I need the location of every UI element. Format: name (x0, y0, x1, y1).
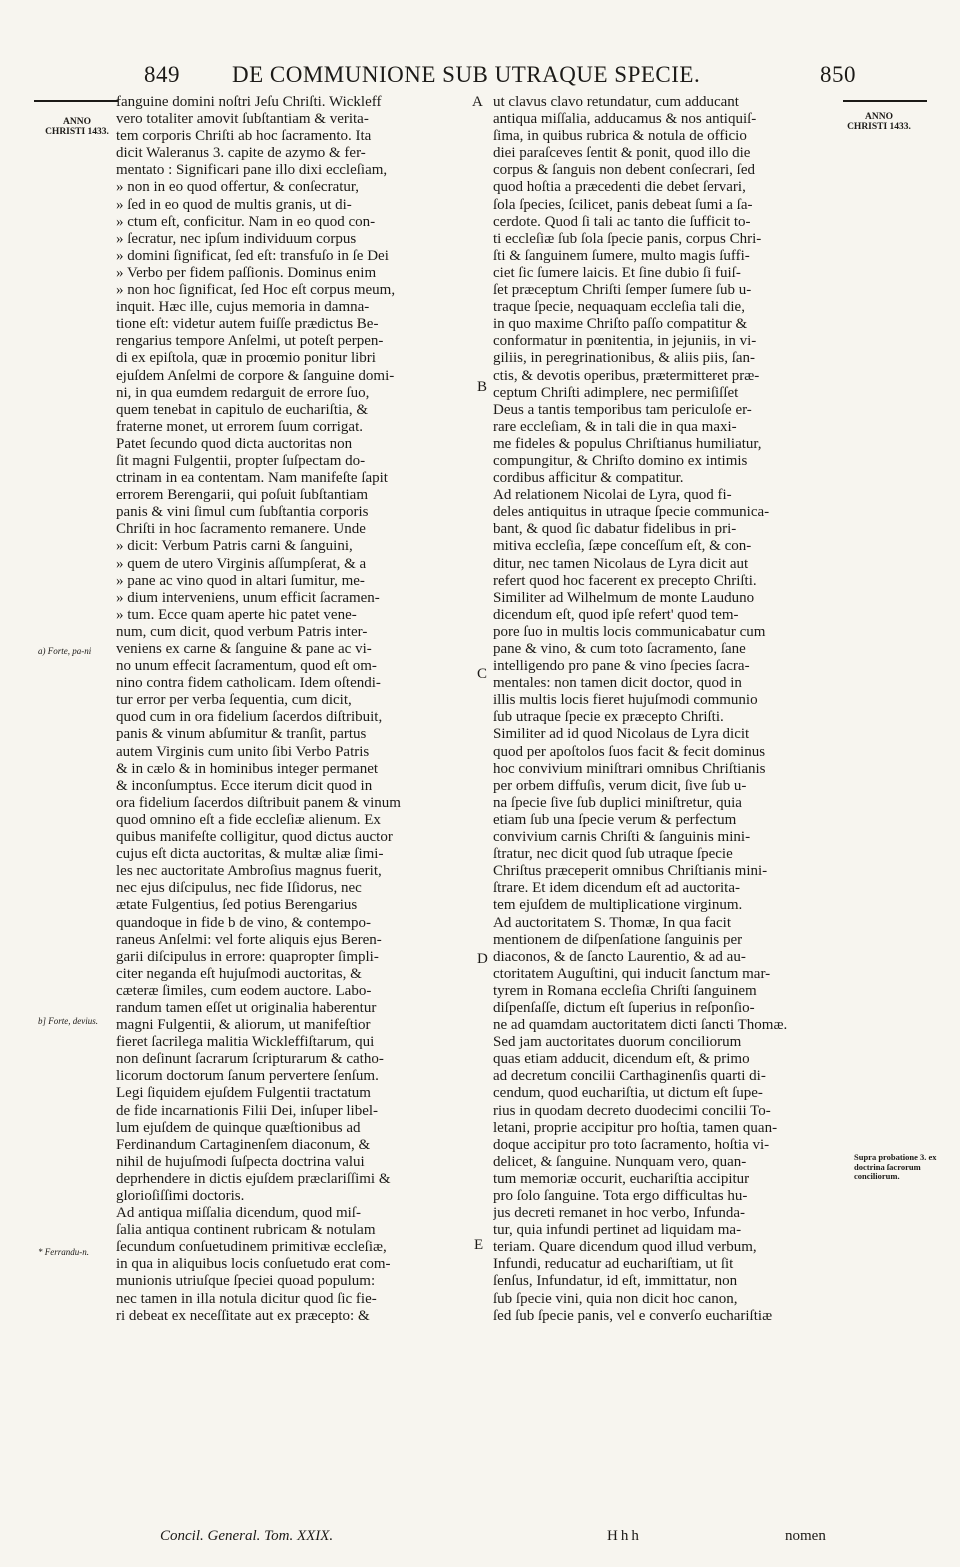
text-line: ſalia antiqua continent rubricam & notulam (116, 1222, 376, 1239)
anno-christi-left: ANNO CHRISTI 1433. (45, 117, 109, 137)
text-line: ciet ſic ſumere laicis. Et ſine dubio ſi fuiſ- (493, 264, 741, 281)
text-line: quem tenebat in capitulo de euchariſtia, & (116, 401, 368, 418)
text-line: Ad auctoritatem S. Thomæ, In qua facit (493, 914, 732, 931)
text-line: cæteræ ſimiles, cum eodem auctore. Labo- (116, 982, 372, 999)
text-line: refert quod hoc facerent ex precepto Chriſti. (493, 572, 757, 589)
text-line: ti eccleſiæ ſub ſola ſpecie panis, corpus Chri- (493, 230, 762, 247)
text-line: & in cælo & in hominibus integer permanet (116, 760, 379, 777)
text-line: ctoritatem Auguſtini, qui inducit ſanctum mar- (493, 965, 771, 982)
text-line: ri debeat ex neceſſitate aut ex præcepto: & (116, 1307, 370, 1324)
text-line: ad decretum concilii Carthaginenſis quarti di- (493, 1068, 766, 1085)
text-line: rius in quodam decreto duodecimi concilii To- (493, 1102, 771, 1119)
text-line: num, cum dicit, quod verbum Patris inter- (116, 623, 368, 640)
text-line: deprhendere in dictis ejuſdem præclariſſimi & (116, 1170, 391, 1187)
text-line: » domini ſignificat, ſed eſt: transfuſo in ſe Dei (116, 247, 389, 264)
text-line: fieret ſacrilega malitia Wickleffiſtarum, qui (116, 1034, 375, 1051)
text-line: cordibus afficitur & compatitur. (493, 470, 684, 487)
text-line: ceptum Chriſti adimplere, nec permiſiſſet (493, 384, 739, 401)
text-line: vero totaliter amovit ſubſtantiam & verita- (116, 111, 369, 128)
text-line: Sed jam auctoritates duorum conciliorum (493, 1034, 742, 1051)
text-line: ſub ſpecie vini, quia non dicit hoc canon, (493, 1290, 738, 1307)
text-line: delicet, & ſanguine. Nunquam vero, quan- (493, 1153, 747, 1170)
anno-christi-right: ANNO CHRISTI 1433. (847, 112, 911, 132)
text-line: autem Virginis cum unito ſibi Verbo Patris (116, 743, 370, 760)
text-line: ſecundum conſuetudinem primitivæ eccleſiæ, (116, 1239, 387, 1256)
text-line: compungitur, & Chriſto domino ex intimis (493, 452, 748, 469)
text-line: diſpenſaſſe, dictum eſt ſuperius in reſponſio- (493, 999, 755, 1016)
text-line: mitiva eccleſia, ſæpe conceſſum eſt, & con- (493, 538, 752, 555)
text-line: Chriſti in hoc ſacramento remanere. Unde (116, 521, 366, 538)
text-line: nec ejus diſcipulus, nec fide Iſidorus, nec (116, 880, 362, 897)
text-line: ſit magni Fulgentii, propter ſuſpectam do- (116, 452, 366, 469)
right-column-text (493, 94, 845, 1325)
text-line: pro ſolo ſanguine. Tota ergo difficultas hu- (493, 1188, 748, 1204)
text-line: in qua in aliquibus locis conſuetudo erat com- (116, 1256, 391, 1273)
text-line: quod per apoſtolos ſuos facit & fecit dominus (493, 743, 766, 760)
margin-note-a: a) Forte, pa-ni (38, 646, 92, 656)
text-line: inquit. Hæc ille, cujus memoria in damna- (116, 299, 370, 316)
text-line: quod omnino eſt a fide eccleſiæ alienum. Ex (116, 811, 381, 828)
text-line: tione eſt: videtur autem fuiſſe prædictus Be- (116, 316, 379, 333)
text-line: » dium interveniens, unum efficit ſacramen- (116, 589, 380, 606)
text-line: » ctum eſt, conficitur. Nam in eo quod con- (116, 213, 376, 230)
text-line: ſola ſpecies, ſcilicet, panis debeat ſumi a ſa- (493, 196, 753, 213)
page-number-right: 850 (820, 62, 856, 87)
text-line: garii diſcipulus in errore: quapropter ſimpli- (116, 948, 379, 965)
text-line: & inconſumptus. Ecce iterum dicit quod in (116, 777, 373, 794)
text-line: cerdote. Quod ſi tali ac tanto die ſufficit to- (493, 213, 751, 230)
text-line: munionis utriuſque ſpeciei quoad populum: (116, 1273, 376, 1290)
text-line: dicit Waleranus 3. capite de azymo & fer- (116, 145, 366, 162)
text-line: pane & vino, & cum toto ſacramento, ſane (493, 641, 746, 657)
text-line: Ferdinandum Cartaginenſem diaconum, & (116, 1136, 371, 1153)
signature-mark: Hhh (607, 1528, 642, 1544)
text-line: tem corporis Chriſti ab hoc ſacramento. Ita (116, 128, 372, 145)
text-line: ſtrare. Et idem dicendum eſt ad auctorita- (493, 880, 740, 897)
section-letter-d: D (477, 951, 488, 967)
text-line: ſima, in quibus rubrica & notula de officio (493, 128, 747, 145)
text-line: diei paraſceves ſentit & ponit, quod illo die (493, 145, 751, 162)
text-line: lum ejuſdem de quinque quæſtionibus ad (116, 1119, 361, 1136)
text-line: ne ad quamdam auctoritatem dicti ſancti Thomæ. (493, 1017, 788, 1034)
header-rule-left (34, 100, 118, 102)
text-line: intelligendo pro pane & vino ſpecies ſacra- (493, 658, 750, 675)
section-letter-b: B (477, 379, 488, 395)
catchword: nomen (785, 1528, 826, 1544)
text-line: citer neganda eſt hujuſmodi auctoritas, & (116, 965, 362, 982)
page-number-left: 849 (144, 62, 180, 87)
text-line: tyrem in Romana eccleſia Chriſti ſanguinem (493, 982, 757, 999)
text-line: ctis, & devotis operibus, prætermitteret præ- (493, 367, 760, 384)
text-line: conformatur in pœnitentia, in jejuniis, in vi- (493, 333, 757, 350)
page-header (140, 62, 860, 92)
text-line: Legi ſiquidem ejuſdem Fulgentii tractatum (116, 1085, 371, 1102)
text-line: ſub utraque ſpecie ex præcepto Chriſti. (493, 709, 724, 726)
text-line: in quo maxime Chriſto paſſo compatitur & (493, 316, 748, 333)
left-column-text (116, 94, 484, 1325)
text-line: mentales: non tamen dicit doctor, quod in (493, 675, 742, 692)
text-line: mentato : Significari pane illo dixi eccleſiam, (116, 162, 388, 179)
text-line: » non hoc ſignificat, ſed Hoc eſt corpus meum, (116, 282, 396, 299)
text-line: tur error per verba ſequentia, cum dicit, (116, 692, 352, 709)
text-line: giliis, in peregrinationibus, & aliis piis, ſan- (493, 350, 756, 367)
text-line: ſti & ſanguinem ſumere, multo magis ſuffi- (493, 247, 750, 264)
text-line: les nec auctoritate Ambroſius magnus fuerit, (116, 863, 382, 880)
text-line: corpus & ſanguis non debent conſecrari, ſed (493, 162, 756, 179)
text-line: Infundi, reducatur ad euchariſtiam, ut ſit (493, 1256, 734, 1273)
text-line: nihil de hujuſmodi ſuſpecta doctrina valui (116, 1153, 365, 1170)
text-line: fanguine domini noſtri Jeſu Chriſti. Wickleff (116, 94, 382, 110)
text-line: teriam. Quare dicendum quod illud verbum, (493, 1239, 757, 1256)
text-line: me fideles & populus Chriſtianus humiliatur, (493, 435, 762, 452)
text-line: » ſecratur, nec ipſum individuum corpus (116, 230, 357, 247)
text-line: tum memoriæ occurit, euchariſtia accipitur (493, 1170, 750, 1187)
text-line: tur, quia infundi pertinet ad liquidam ma- (493, 1222, 742, 1239)
text-line: veniens ex carne & ſanguine & pane ac vi- (116, 641, 372, 657)
text-line: Deus a tantis temporibus tam periculoſe er- (493, 401, 752, 418)
text-line: cujus eſt dicta auctoritas, & multæ aliæ ſimi- (116, 846, 384, 863)
text-line: dicendum eſt, quod ipſe refert' quod tem- (493, 606, 739, 623)
text-line: glorioſiſſimi doctoris. (116, 1188, 245, 1204)
text-line: rare eccleſiam, & in tali die in qua maxi- (493, 418, 737, 435)
text-line: ni, in qua eumdem redarguit de errore ſuo, (116, 384, 370, 401)
section-letter-c: C (477, 666, 488, 682)
text-line: » tum. Ecce quam aperte hic patet vene- (116, 606, 357, 623)
text-line: Ad antiqua miſſalia dicendum, quod miſ- (116, 1205, 361, 1222)
text-line: diaconos, & de ſancto Laurentio, & ad au- (493, 948, 746, 965)
text-line: traque ſpecie, nequaquam eccleſia tali die, (493, 299, 745, 316)
text-line: non deſinunt ſacrarum ſcripturarum & catho- (116, 1051, 384, 1068)
text-line: hoc convivium miniſtrari omnibus Chriſtianis (493, 760, 766, 777)
text-line: cendum, quod euchariſtia, ut dictum eſt ſupe- (493, 1085, 763, 1102)
text-line: ejuſdem Anſelmi de corpore & ſanguine domi- (116, 367, 395, 384)
text-line: di ex epiſtola, quæ in proœmio ponitur libri (116, 350, 376, 367)
text-line: errorem Berengarii, qui poſuit ſubſtantiam (116, 487, 369, 504)
text-line: quas etiam adducit, dicendum eſt, & primo (493, 1051, 750, 1068)
text-line: doque accipitur pro toto ſacramento, hoſtia vi- (493, 1136, 770, 1153)
text-line: » ſed in eo quod de multis granis, ut di- (116, 196, 352, 213)
header-rule-right (843, 100, 927, 102)
text-line: magni Fulgentii, & aliorum, ut manifeſtior (116, 1017, 371, 1034)
text-line: ætate Fulgentius, ſed potius Berengarius (116, 897, 358, 914)
text-line: Patet ſecundo quod dicta auctoritas non (116, 435, 353, 452)
text-line: raneus Anſelmi: vel forte aliquis ejus Beren- (116, 931, 382, 948)
text-line: » non in eo quod offertur, & conſecratur, (116, 179, 360, 196)
text-line: » Verbo per fidem paſſionis. Dominus enim (116, 264, 377, 281)
text-line: » pane ac vino quod in altari ſumitur, me- (116, 572, 365, 589)
text-line: ctrinam in ea contentam. Nam manifeſte ſapit (116, 470, 388, 487)
text-line: ditur, nec tamen Nicolaus de Lyra dicit aut (493, 555, 749, 572)
text-line: bant, & quod ſic dabatur fidelibus in pri- (493, 521, 737, 538)
text-line: quod hoſtia a præcedenti die debet ſervari, (493, 179, 746, 196)
text-line: illis multis locis fieret hujuſmodi communio (493, 692, 758, 709)
margin-note-supra: Supra probatione 3. ex doctrina ſacrorum conciliorum. (854, 1152, 937, 1181)
section-letter-e: E (474, 1237, 484, 1253)
text-line: jus decreti remanet in hoc verbo, Infunda- (493, 1205, 745, 1222)
text-line: etiam ſub una ſpecie verum & perfectum (493, 811, 737, 828)
text-line: deles antiquitus in utraque ſpecie communica- (493, 504, 770, 521)
text-line: ſenſus, Infundatur, id eſt, immittatur, non (493, 1273, 738, 1290)
text-line: quod cum in ora fidelium ſacerdos diſtribuit, (116, 709, 383, 726)
text-line: ſet præceptum Chriſti ſemper ſumere ſub u- (493, 282, 752, 299)
text-line: ſtratur, nec dicit quod ſub utraque ſpecie (493, 846, 733, 863)
running-title: DE COMMUNIONE SUB UTRAQUE SPECIE. (232, 62, 701, 87)
text-line: ora fidelium ſacerdos diſtribuit panem & vinum (116, 794, 401, 811)
text-line: mentionem de diſpenſatione ſanguinis per (493, 931, 743, 948)
footer-signature: Concil. General. Tom. XXIX. (160, 1528, 334, 1544)
text-line: convivium carnis Chriſti & ſanguinis mini- (493, 829, 751, 846)
text-line: panis & vinum abſumitur & tranſit, partus (116, 726, 367, 743)
section-letter-a: A (472, 94, 483, 110)
text-line: Similiter ad Wilhelmum de monte Lauduno (493, 589, 755, 606)
text-line: de fide incarnationis Filii Dei, inſuper libel- (116, 1102, 379, 1119)
text-line: quandoque in fide b de vino, & contempo- (116, 914, 371, 931)
text-line: licorum doctorum ſanum pervertere ſenſum. (116, 1068, 379, 1085)
text-line: tem ejuſdem de multiplicatione virginum. (493, 897, 743, 914)
text-line: » dicit: Verbum Patris carni & ſanguini, (116, 538, 353, 555)
text-line: » quem de utero Virginis aſſumpſerat, & a (116, 555, 367, 572)
text-line: quibus manifeſte colligitur, quod dictus auctor (116, 829, 393, 846)
text-line: letani, proprie accipitur pro hoſtia, tamen quan- (493, 1119, 778, 1136)
text-line: per orbem diffuſis, verum dicit, ſive ſub u- (493, 777, 747, 794)
text-line: Ad relationem Nicolai de Lyra, quod fi- (493, 487, 732, 504)
text-line: pore ſuo in multis locis communicabatur cum (493, 623, 766, 640)
text-line: Similiter ad id quod Nicolaus de Lyra dicit (493, 726, 750, 743)
margin-note-b: b] Forte, devius. (38, 1016, 98, 1026)
margin-note-c: * Ferrandu-n. (38, 1247, 89, 1257)
text-line: antiqua miſſalia, adducamus & nos antiquiſ- (493, 111, 757, 128)
text-line: randum tamen eſſet ut originalia haberentur (116, 999, 377, 1016)
text-line: ſed ſub ſpecie panis, vel e converſo euchariſtiæ (493, 1307, 773, 1324)
text-line: no unum effecit ſacramentum, quod eſt om- (116, 658, 377, 675)
text-line: nec tamen in illa notula dicitur quod ſic fie- (116, 1290, 377, 1307)
text-line: ut clavus clavo retundatur, cum adducant (493, 94, 739, 110)
text-line: Chriſtus præceperit omnibus Chriſtianis mini- (493, 863, 768, 880)
text-line: fraterne monet, ut errorem ſuum corrigat. (116, 418, 363, 435)
text-line: na ſpecie ſive ſub duplici miniſtretur, quia (493, 794, 742, 811)
text-line: rengarius tempore Anſelmi, ut poteſt perpen- (116, 333, 384, 350)
text-line: panis & vini ſimul cum ſubſtantia corporis (116, 504, 369, 521)
text-line: nino contra fidem catholicam. Idem oſtendi- (116, 675, 381, 692)
